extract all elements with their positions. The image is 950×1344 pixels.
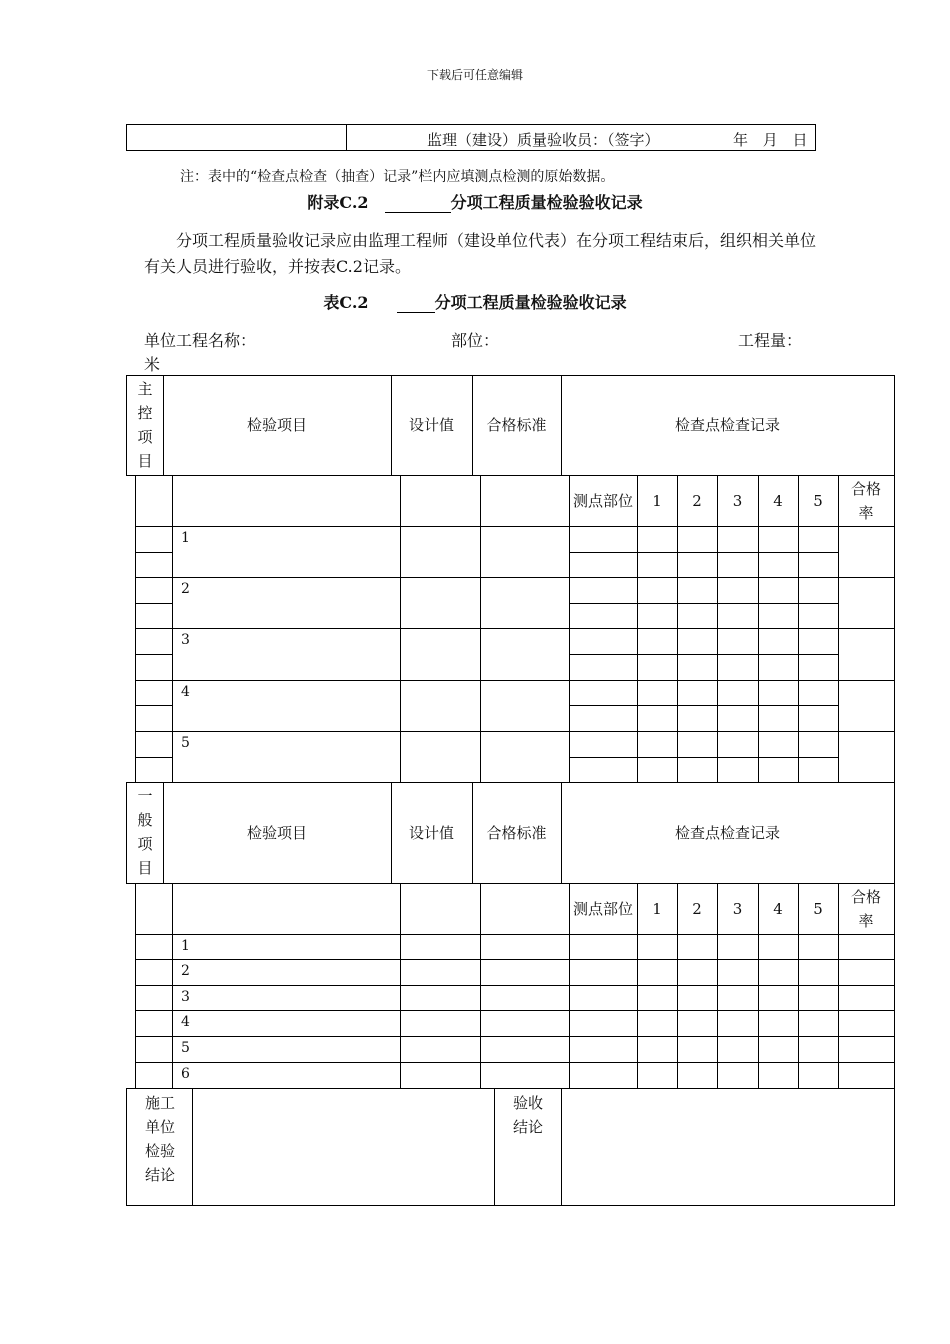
quantity-label: 工程量： (738, 331, 803, 350)
location-label: 部位： (451, 331, 500, 350)
general-label: 一般项目 (137, 787, 153, 877)
general-row-2-number: 2 (181, 963, 190, 979)
table-title (0, 290, 950, 313)
table-title-suffix: 分项工程质量检验验收记录 (434, 293, 627, 312)
general-point-header: 测点部位 (572, 899, 633, 918)
general-row-5-number: 5 (181, 1040, 190, 1056)
unit-project-label: 单位工程名称： (144, 331, 257, 350)
general-row-4-number: 4 (181, 1014, 190, 1030)
general-row-1-number: 1 (181, 938, 190, 954)
supervisor-signature-label: 监理（建设）质量验收员：（签字） (427, 131, 660, 149)
main-row-5-number: 5 (181, 735, 190, 751)
construction-conclusion-label: 施工单位检验结论 (144, 1094, 175, 1184)
unit-label: 米 (144, 355, 161, 374)
main-record-header: 检查点检查记录 (674, 416, 780, 434)
main-control-label: 主控项目 (137, 380, 153, 470)
main-point-header: 测点部位 (572, 491, 633, 510)
main-rate-header: 合格率 (850, 479, 881, 522)
main-col-5: 5 (813, 491, 823, 510)
main-row-4-number: 4 (181, 684, 190, 700)
header-note: 下载后可任意编辑 (426, 68, 523, 82)
general-standard-header: 合格标准 (486, 823, 547, 842)
appendix-title-blank (385, 212, 451, 213)
general-col-5: 5 (813, 899, 823, 918)
appendix-title-prefix: 附录C.2 (307, 193, 369, 212)
intro-paragraph: 分项工程质量验收记录应由监理工程师（建设单位代表）在分项工程结束后，组织相关单位有关人员进行验收，并按表C.2记录。 (144, 231, 817, 276)
main-standard-header: 合格标准 (486, 416, 547, 434)
general-record-header: 检查点检查记录 (674, 823, 780, 842)
acceptance-conclusion-label: 验收结论 (512, 1094, 543, 1136)
appendix-title (0, 190, 950, 213)
general-row-3-number: 3 (181, 989, 190, 1005)
main-row-1-number: 1 (181, 530, 190, 546)
signature-row (126, 124, 816, 151)
general-item-header: 检验项目 (246, 823, 307, 842)
table-title-blank (397, 312, 435, 313)
general-rate-header: 合格率 (850, 887, 881, 930)
general-col-4: 4 (773, 899, 783, 918)
table-title-prefix: 表C.2 (323, 293, 369, 312)
main-row-3-number: 3 (181, 632, 190, 648)
signature-date-label: 年 月 日 (733, 131, 808, 149)
main-item-header: 检验项目 (246, 416, 307, 434)
main-col-3: 3 (732, 491, 743, 510)
signature-divider (346, 125, 347, 150)
general-row-6-number: 6 (181, 1066, 190, 1082)
table-note: 注：表中的“检查点检查（抽查）记录”栏内应填测点检测的原始数据。 (180, 169, 615, 185)
general-col-3: 3 (732, 899, 743, 918)
main-design-value-header: 设计值 (408, 416, 454, 434)
main-row-2-number: 2 (181, 581, 190, 597)
general-design-value-header: 设计值 (408, 823, 454, 842)
main-col-1: 1 (652, 491, 662, 510)
appendix-title-suffix: 分项工程质量检验验收记录 (450, 193, 643, 212)
general-col-2: 2 (692, 899, 702, 918)
main-col-2: 2 (692, 491, 702, 510)
main-col-4: 4 (773, 491, 783, 510)
general-col-1: 1 (652, 899, 662, 918)
